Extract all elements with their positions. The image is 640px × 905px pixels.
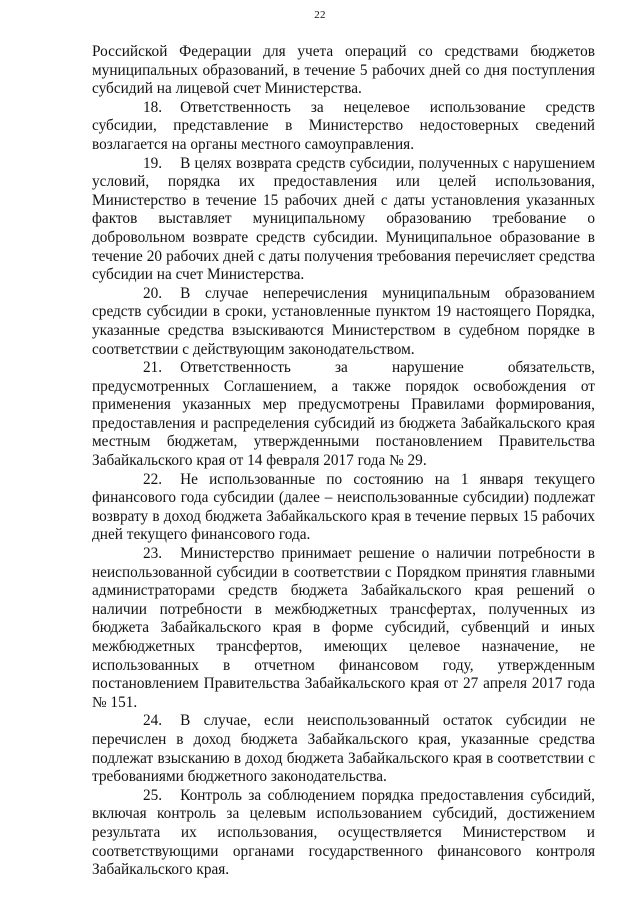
paragraph-text: Российской Федерации для учета операций со средствами бюджетов муниципальных образований, в течение 5 рабочих дней со дня поступления субсидий на лицевой счет Министерства. [92,43,595,98]
paragraph-25 [92,787,595,880]
paragraph-text: Ответственность за нарушение обязательств, предусмотренных Соглашением, а также порядок освобождения от применения указанных мер предусмотрены Правилами формирования, предоставления и распределения субсидий из бюджета Забайкальского края местным бюджетам, утвержденными постановлением Правительства Забайкальского края от 14 февраля 2017 года № 29. [92,359,595,470]
paragraph-number: 24. [143,712,163,730]
paragraph-number: 25. [143,786,163,804]
paragraph-number: 19. [143,154,163,172]
paragraph-number: 18. [143,98,163,116]
paragraph-21 [92,359,595,471]
paragraph-text: Не использованные по состоянию на 1 января текущего финансового года субсидии (далее – неиспользованные субсидии) подлежат возврату в доход бюджета Забайкальского края в течение первых 15 рабочих дней текущего финансового года. [92,470,595,544]
paragraph-text: В случае неперечисления муниципальным образованием средств субсидии в сроки, установленные пунктом 19 настоящего Порядка, указанные средства взыскиваются Министерством в судебном порядке в соответствии с действующим законодательством. [92,284,595,358]
paragraph-24 [92,712,595,786]
paragraph-18 [92,99,595,155]
paragraph-continuation [92,43,595,99]
paragraph-number: 20. [143,284,163,302]
paragraph-20 [92,285,595,359]
paragraph-text: Контроль за соблюдением порядка предоставления субсидий, включая контроль за целевым использованием субсидий, достижением результата их использования, осуществляется Министерством и соответствующими органами государственного финансового контроля Забайкальского края. [92,786,595,879]
paragraph-text: Ответственность за нецелевое использование средств субсидии, представление в Министерство недостоверных сведений возлагается на органы местного самоуправления. [92,98,595,153]
paragraph-number: 21. [143,359,163,377]
paragraph-19 [92,155,595,285]
paragraph-23 [92,545,595,712]
paragraph-text: В случае, если неиспользованный остаток субсидии не перечислен в доход бюджета Забайкальского края, указанные средства подлежат взысканию в доход бюджета Забайкальского края в соответствии с требованиями бюджетного законодательства. [92,712,595,786]
paragraph-number: 23. [143,545,163,563]
paragraph-number: 22. [143,470,163,488]
paragraph-22 [92,471,595,545]
page-number: 22 [314,9,326,21]
document-body [92,43,595,880]
paragraph-text: Министерство принимает решение о наличии потребности в неиспользованной субсидии в соответствии с Порядком принятия главными администраторами средств бюджета Забайкальского края решений о наличии потребности в межбюджетных трансфертах, полученных из бюджета Забайкальского края в форме субсидий, субвенций и иных межбюджетных трансфертов, имеющих целевое назначение, не использованных в отчетном финансовом году, утвержденным постановлением Правительства Забайкальского края от 27 апреля 2017 года № 151. [92,545,595,711]
paragraph-text: В целях возврата средств субсидии, полученных с нарушением условий, порядка их предоставления или целей использования, Министерство в течение 15 рабочих дней с даты установления указанных фактов выставляет муниципальному образованию требование о добровольном возврате средств субсидии. Муниципальное образование в течение 20 рабочих дней с даты получения требования перечисляет средства субсидии на счет Министерства. [92,154,595,284]
